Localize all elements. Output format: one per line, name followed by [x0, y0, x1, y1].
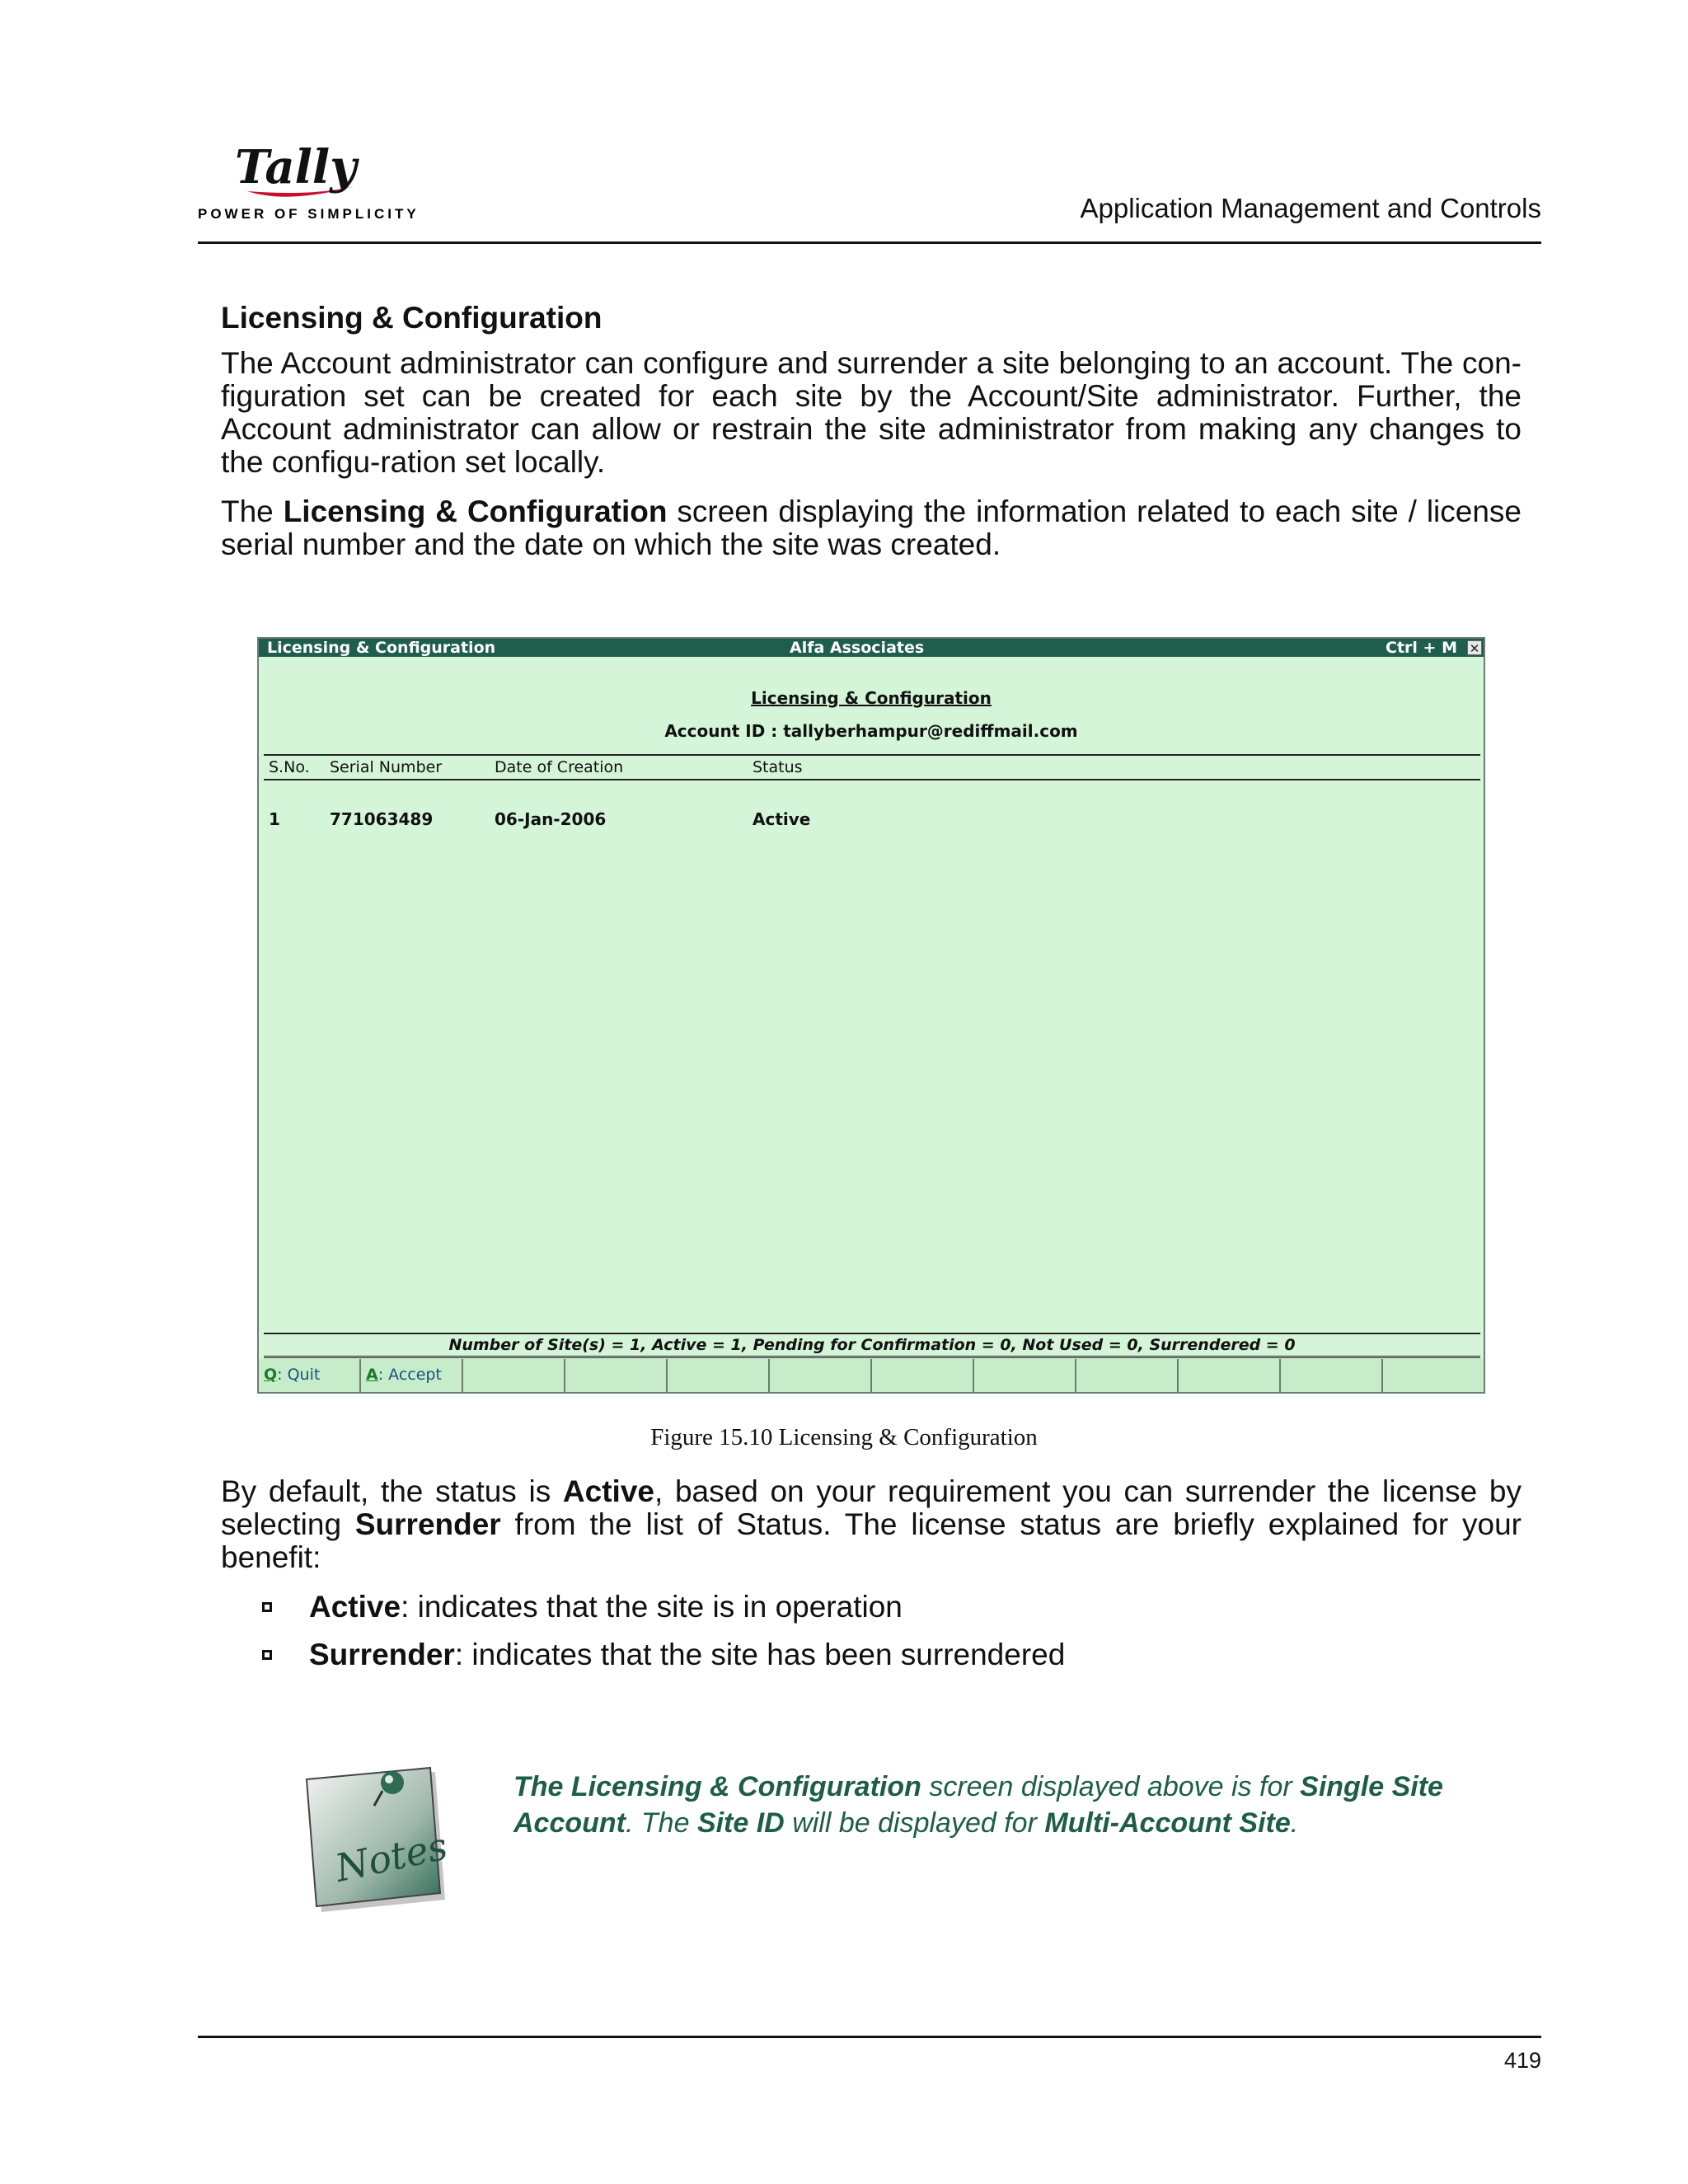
accept-key: A: [366, 1366, 378, 1384]
para2-text-end: screen displaying the information related to each site / license serial number and the date on which the site was created.: [221, 494, 1522, 561]
notes-span-4: . The: [626, 1807, 697, 1839]
column-header-sno: S.No.: [269, 758, 310, 776]
list-item: [221, 1591, 1522, 1624]
column-header-date: Date of Creation: [495, 758, 624, 776]
cell-date: 06-Jan-2006: [495, 809, 607, 829]
shortcut-label: Ctrl + M: [1386, 639, 1457, 657]
empty-button-slot: [1383, 1359, 1484, 1392]
status-explanation: [221, 1475, 1522, 1686]
table-header: [264, 754, 1480, 780]
button-bar: [259, 1359, 1484, 1392]
empty-button-slot: [668, 1359, 770, 1392]
close-icon[interactable]: ✕: [1467, 640, 1482, 655]
notes-icon: [303, 1751, 452, 1916]
notes-span-8: .: [1290, 1807, 1299, 1839]
notes-bold-7: Multi-Account Site: [1044, 1807, 1291, 1839]
account-id: Account ID : tallyberhampur@rediffmail.com: [664, 721, 1078, 741]
logo-tagline: POWER OF SIMPLICITY: [198, 206, 420, 222]
bullet-desc: : indicates that the site has been surrendered: [454, 1638, 1066, 1671]
company-name: Alfa Associates: [790, 639, 925, 657]
report-title-text: Licensing & Configuration: [751, 688, 992, 708]
figure-caption: Figure 15.10 Licensing & Configuration: [650, 1424, 1038, 1451]
empty-button-slot: [770, 1359, 872, 1392]
status-paragraph: [221, 1475, 1522, 1574]
notes-span-2: screen displayed above is for: [921, 1771, 1301, 1802]
footer-divider: [198, 2036, 1541, 2038]
status-text-3: from the list of Status. The license status are briefly explained for your benefit:: [221, 1507, 1522, 1574]
quit-label: : Quit: [277, 1366, 321, 1384]
empty-button-slot: [565, 1359, 668, 1392]
empty-button-slot: [1281, 1359, 1383, 1392]
summary-line: Number of Site(s) = 1, Active = 1, Pending for Confirmation = 0, Not Used = 0, Surrendered = 0: [264, 1333, 1480, 1358]
notes-bold-5: Site ID: [696, 1807, 785, 1839]
list-item: [221, 1638, 1522, 1671]
empty-button-slot: [974, 1359, 1076, 1392]
logo-text: Tally: [235, 140, 357, 194]
table-row[interactable]: [264, 808, 1480, 831]
quit-button[interactable]: [259, 1359, 361, 1392]
status-surrender-bold: Surrender: [354, 1507, 501, 1541]
window-title: Licensing & Configuration: [267, 639, 496, 657]
section-title: Licensing & Configuration: [221, 301, 603, 335]
quit-key: Q: [264, 1366, 278, 1384]
accept-button[interactable]: [361, 1359, 463, 1392]
cell-sno: 1: [269, 809, 280, 829]
notes-bold-3: Single Site Account: [513, 1771, 1443, 1839]
screen-description-paragraph: [221, 495, 1522, 561]
empty-button-slot: [1076, 1359, 1179, 1392]
notes-span-6: will be displayed for: [784, 1807, 1045, 1839]
chapter-title: Application Management and Controls: [1080, 193, 1541, 223]
empty-button-slot: [1179, 1359, 1281, 1392]
column-header-status: Status: [753, 758, 803, 776]
intro-paragraph: The Account administrator can configure and surrender a site belonging to an account. The con-figuration set can be created for each site by the Account/Site administrator. Further, the Account administrator can allow or restrain the site administrator from making any changes to the configu-ration set locally.: [221, 346, 1522, 479]
empty-button-slot: [463, 1359, 565, 1392]
square-bullet-icon: [262, 1650, 272, 1660]
status-active-bold: Active: [562, 1474, 654, 1508]
column-header-serial: Serial Number: [330, 758, 443, 776]
cell-serial: 771063489: [330, 809, 434, 829]
bullet-term: Surrender: [309, 1638, 455, 1671]
notes-icon-label: Notes: [331, 1823, 452, 1891]
bullet-term: Active: [309, 1590, 401, 1624]
empty-button-slot: [872, 1359, 974, 1392]
notes-text: [513, 1769, 1461, 1841]
page-number: 419: [1503, 2048, 1541, 2073]
para2-text: The: [221, 494, 284, 528]
window-titlebar: [259, 639, 1484, 657]
accept-label: : Accept: [377, 1366, 442, 1384]
intro-content: [221, 301, 1522, 578]
cell-status[interactable]: Active: [753, 809, 811, 829]
report-title: [259, 688, 1484, 708]
page-header: [198, 132, 1541, 247]
status-text-1: By default, the status is: [221, 1474, 563, 1508]
status-text-2: , based on your requirement you can surrender the license by selecting: [221, 1474, 1522, 1541]
header-divider: [198, 241, 1541, 244]
para2-bold: Licensing & Configuration: [283, 494, 668, 528]
status-list: [221, 1591, 1522, 1671]
tally-licensing-window: [257, 637, 1485, 1394]
bullet-desc: : indicates that the site is in operation: [401, 1590, 903, 1624]
square-bullet-icon: [262, 1602, 272, 1612]
notes-bold-1: The Licensing & Configuration: [513, 1771, 921, 1802]
